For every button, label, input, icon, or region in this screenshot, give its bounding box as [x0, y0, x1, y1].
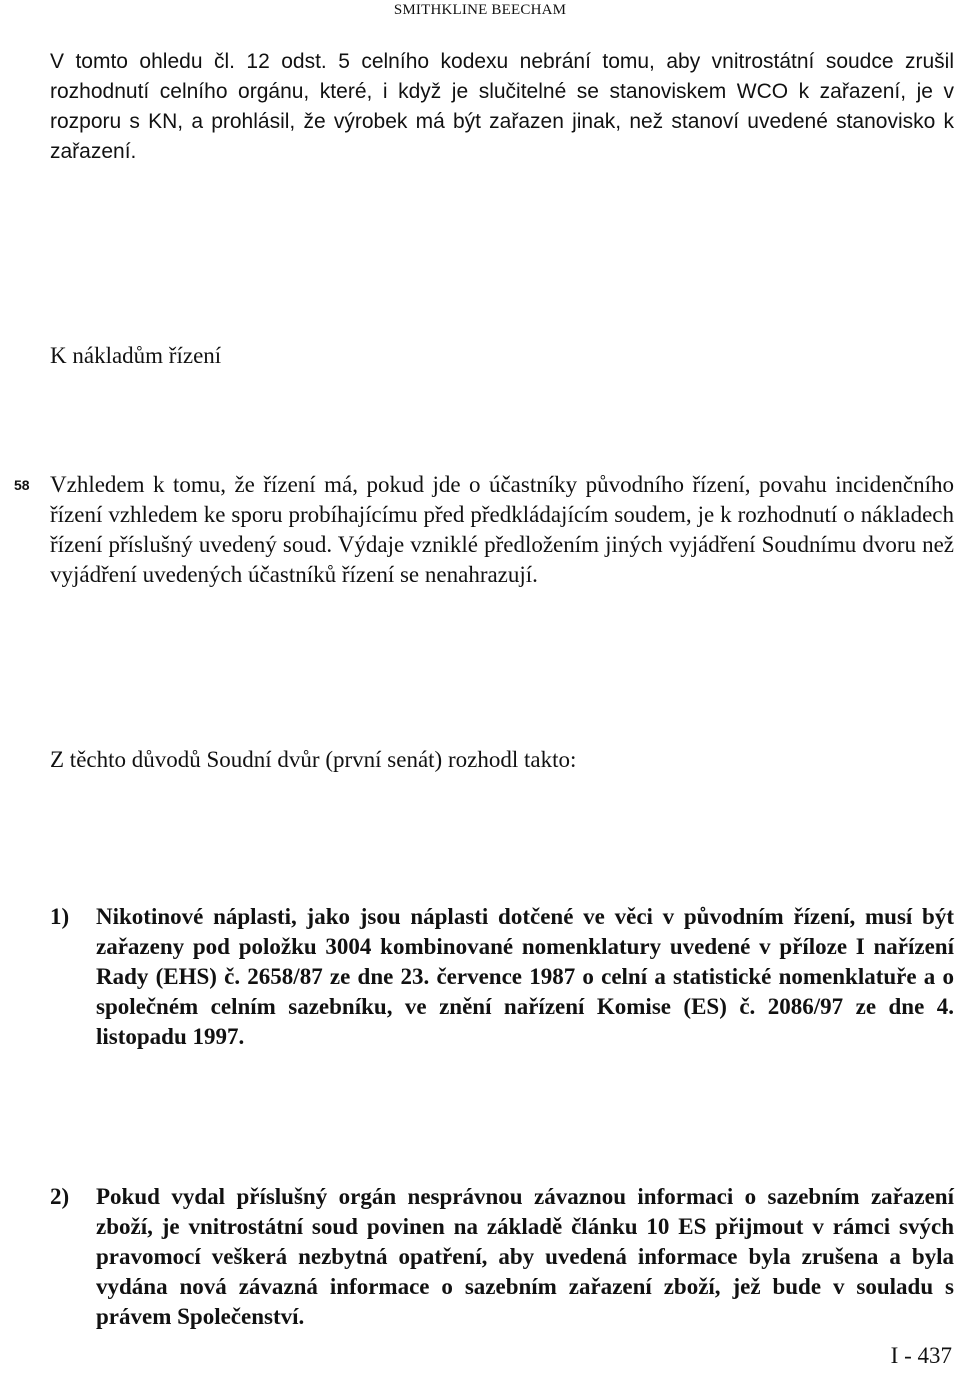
section-heading: K nákladům řízení: [50, 343, 222, 368]
ruling-text: Pokud vydal příslušný orgán nesprávnou závaznou informaci o sazebním zařazení zboží, je vnitrostátní soud povinen na základě článku 10 ES přijmout v rámci svých pravomocí veškerá nezbytná opatření, aby uvedená informace byla zrušena a byla vydána nová závazná informace o sazebním zařazení zboží, jež bude v souladu s právem Společenství.: [96, 1184, 954, 1329]
ruling-number: 2): [50, 1184, 70, 1209]
page-number: I - 437: [890, 1343, 952, 1368]
running-head: SMITHKLINE BEECHAM: [393, 2, 567, 18]
paragraph-58: Vzhledem k tomu, že řízení má, pokud jde o účastníky původního řízení, povahu incidenčního řízení vzhledem ke sporu probíhajícímu před předkládajícím soudem, je k rozhodnutí o nákladech řízení příslušný uvedený soud. Výdaje vzniklé předložením jiných vyjádření Soudnímu dvoru než vyjádření uvedených účastníků řízení se nenahrazují.: [50, 472, 954, 587]
paragraph-number: 58: [14, 477, 30, 493]
ruling-item: [50, 1182, 954, 1332]
ruling-item: [50, 902, 954, 1052]
ruling-text: Nikotinové náplasti, jako jsou náplasti dotčené ve věci v původním řízení, musí být zařazeny pod položku 3004 kombinované nomenklatury uvedené v příloze I nařízení Rady (EHS) č. 2658/87 ze dne 23. července 1987 o celní a statistické nomenklatuře a o společném celním sazebníku, ve znění nařízení Komise (ES) č. 2086/97 ze dne 4. listopadu 1997.: [96, 904, 954, 1049]
ruling-number: 1): [50, 904, 70, 929]
conclusion-line: Z těchto důvodů Soudní dvůr (první senát) rozhodl takto:: [50, 747, 577, 772]
paragraph-1: V tomto ohledu čl. 12 odst. 5 celního kodexu nebrání tomu, aby vnitrostátní soudce zrušil rozhodnutí celního orgánu, které, i když je slučitelné se stanoviskem WCO k zařazení, je v rozporu s KN, a prohlásil, že výrobek má být zařazen jinak, než stanoví uvedené stanovisko k zařazení.: [50, 50, 954, 163]
